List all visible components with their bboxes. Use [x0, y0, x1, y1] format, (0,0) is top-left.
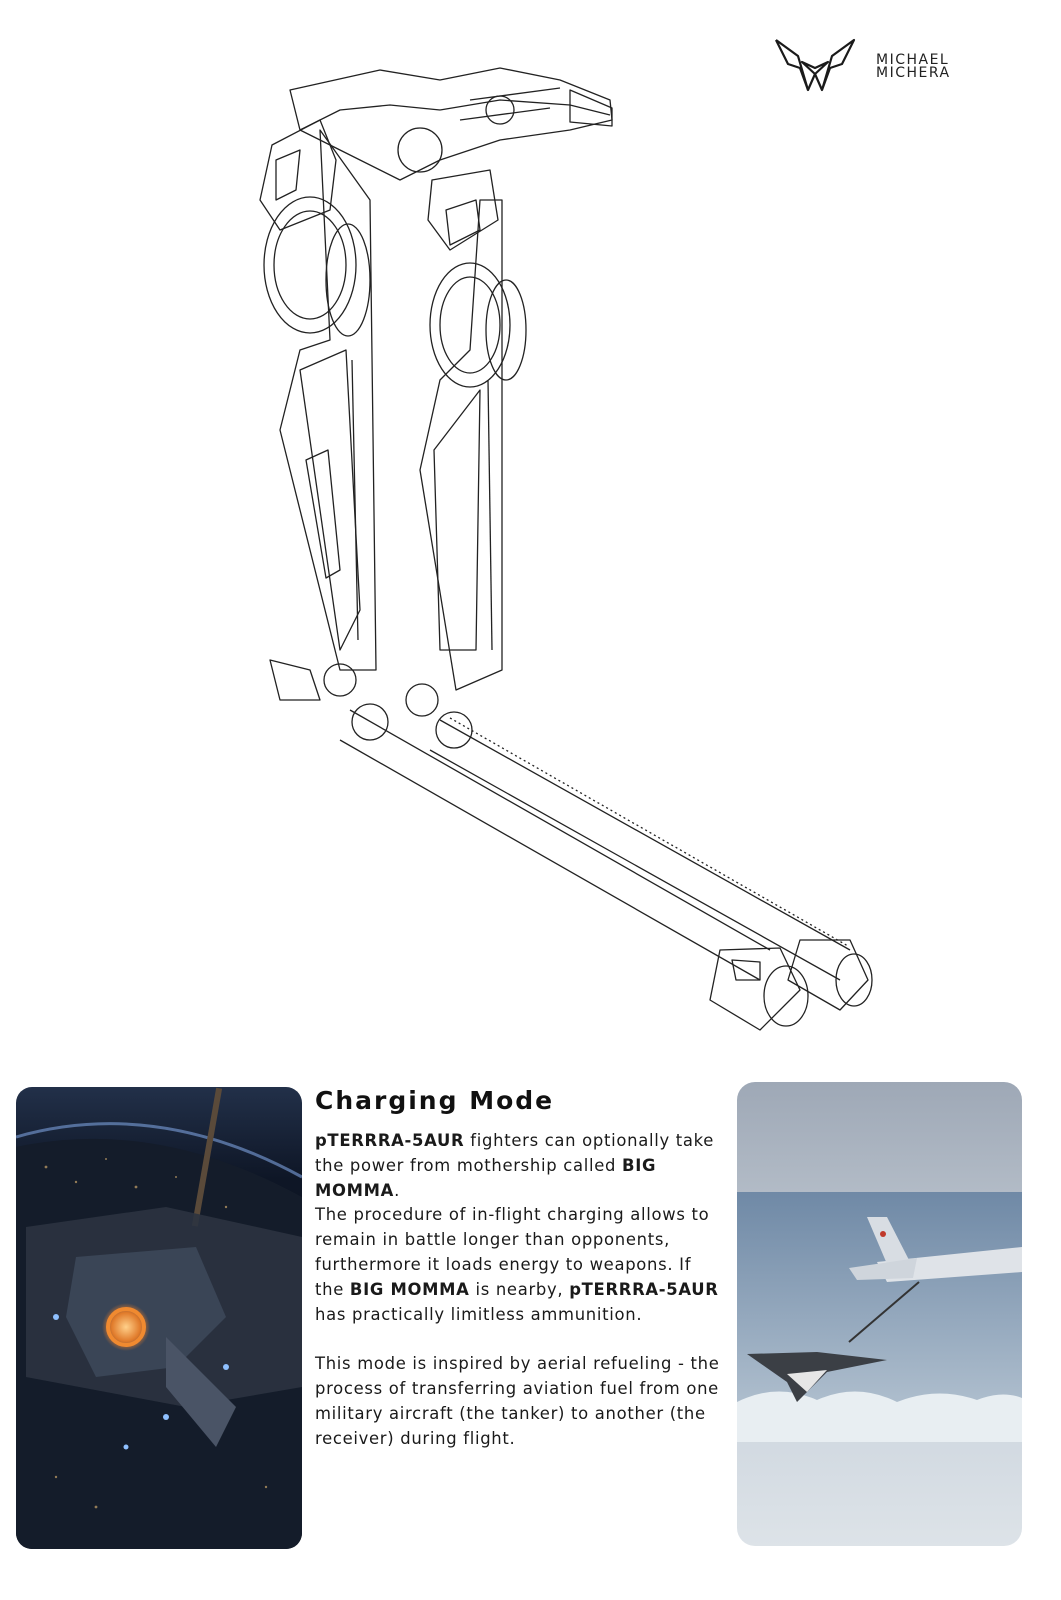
space-battle-render: [16, 1087, 302, 1549]
paragraph-text: The procedure of in-flight charging allows to remain in battle longer than opponents, furthermore it loads energy to weapons. If the: [315, 1205, 710, 1299]
bold-term: pTERRRA-5AUR: [315, 1131, 465, 1150]
description-block: [315, 1083, 725, 1451]
mech-line-drawing: [240, 50, 900, 1040]
section-heading: Charging Mode: [315, 1086, 555, 1115]
paragraph-text: fighters can optionally take the power from mothership called: [315, 1131, 715, 1175]
paragraph-text: has practically limitless ammunition.: [315, 1304, 643, 1324]
aerial-refueling-photo: [737, 1082, 1022, 1546]
paragraph-text: .: [394, 1180, 400, 1200]
bold-term: BIG MOMMA: [315, 1155, 657, 1200]
brand-line2: MICHERA: [876, 65, 951, 81]
brand-line1: MICHAEL: [876, 52, 950, 68]
bold-term: pTERRRA-5AUR: [569, 1279, 719, 1299]
description-paragraph-1: [315, 1129, 725, 1327]
bold-term: BIG MOMMA: [349, 1279, 470, 1299]
paragraph-text: is nearby,: [469, 1279, 570, 1299]
description-paragraph-2: This mode is inspired by aerial refueling - the process of transferring aviation fuel from one military aircraft (the tanker) to another (the receiver) during flight.: [315, 1354, 720, 1448]
